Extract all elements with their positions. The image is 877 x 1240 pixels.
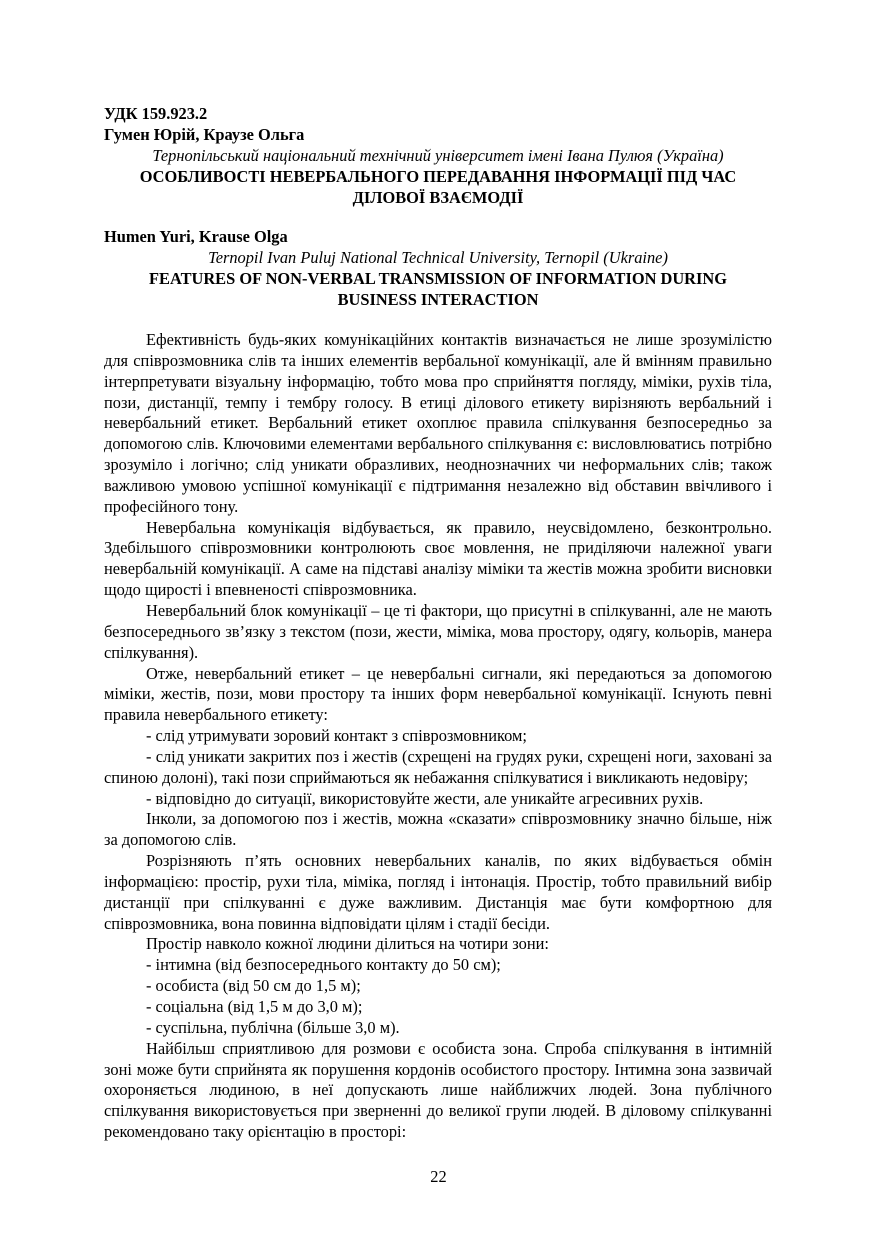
affiliation-uk: Тернопільський національний технічний університет імені Івана Пулюя (Україна) <box>152 146 724 165</box>
list-item: - інтимна (від безпосереднього контакту до 50 см); <box>146 955 501 975</box>
page-number: 22 <box>430 1167 447 1186</box>
list-item: - відповідно до ситуації, використовуйте жести, але уникайте агресивних рухів. <box>146 788 704 808</box>
list-item: - слід утримувати зоровий контакт з співрозмовником; <box>146 726 527 746</box>
authors-en: Humen Yuri, Krause Olga <box>104 227 288 246</box>
list-item: - особиста (від 50 см до 1,5 м); <box>146 976 361 996</box>
abstract-header-uk <box>104 103 772 208</box>
title-en-line-1: FEATURES OF NON-VERBAL TRANSMISSION OF INFORMATION DURING <box>149 269 727 288</box>
paragraph: Отже, невербальний етикет – це невербальні сигнали, які передаються за допомогою міміки, жестів, пози, мови простору та інших форм невербальної комунікації. Існують певні правила невербального етикету: <box>104 663 772 725</box>
paragraph: Найбільш сприятливою для розмови є особиста зона. Спроба спілкування в інтимній зоні може бути сприйнята як порушення кордонів особистого простору. Інтимна зона зазвичай охороняється людиною, в неї допускають лише найближчих людей. Зона публічного спілкування використовується при зверненні до великої групи людей. В діловому спілкуванні рекомендовано таку орієнтацію в просторі: <box>104 1038 772 1142</box>
article-page <box>104 103 772 1143</box>
paragraph: Невербальна комунікація відбувається, як правило, неусвідомлено, безконтрольно. Здебільшого співрозмовники контролюють своє мовлення, не приділяючи належної уваги невербальній комунікації. А саме на підставі аналізу міміки та жестів можна зробити висновки щодо щирості і впевненості співрозмовника. <box>104 517 772 600</box>
list-item: - слід уникати закритих поз і жестів (схрещені на грудях руки, схрещені ноги, заховані за спиною долоні), такі пози сприймаються як небажання спілкуватися і викликають недовіру; <box>104 746 772 787</box>
authors-uk: Гумен Юрій, Краузе Ольга <box>104 125 305 144</box>
abstract-header-en <box>104 226 772 310</box>
article-body <box>104 330 772 1143</box>
paragraph: Розрізняють п’ять основних невербальних каналів, по яких відбувається обмін інформацією: простір, рухи тіла, міміка, погляд і інтонація. Простір, тобто правильний вибір дистанції при спілкуванні є дуже важливим. Дистанція має бути комфортною для співрозмовника, вона повинна відповідати цілям і стадії бесіди. <box>104 851 772 933</box>
udc-code: УДК 159.923.2 <box>104 104 208 123</box>
list-item: - суспільна, публічна (більше 3,0 м). <box>146 1017 400 1037</box>
paragraph: Невербальний блок комунікації – це ті фактори, що присутні в спілкуванні, але не мають безпосереднього зв’язку з текстом (пози, жести, міміка, мова простору, одягу, кольорів, манера спілкування). <box>104 600 772 662</box>
list-item: - соціальна (від 1,5 м до 3,0 м); <box>146 997 363 1016</box>
paragraph: Ефективність будь-яких комунікаційних контактів визначається не лише зрозумілістю для співрозмовника слів та інших елементів вербальної комунікації, але й вмінням правильно інтерпретувати візуальну інформацію, тобто мова про сприйняття погляду, міміки, рухів тіла, пози, дистанції, темпу і тембру голосу. В етиці ділового етикету вирізняють вербальний і невербальний етикет. Вербальний етикет охоплює правила спілкування безпосередньо за допомогою слів. Ключовими елементами вербального спілкування є: висловлюватись потрібно зрозуміло і логічно; слід уникати образливих, неоднозначних чи неформальних слів; також важливою умовою успішної комунікації є підтримання незалежно від обставин ввічливого і професійного тону. <box>104 330 772 516</box>
title-uk-line-2: ДІЛОВОЇ ВЗАЄМОДІЇ <box>352 188 524 207</box>
paragraph: Інколи, за допомогою поз і жестів, можна «сказати» співрозмовнику значно більше, ніж за допомогою слів. <box>104 809 772 850</box>
affiliation-en: Ternopil Ivan Puluj National Technical University, Ternopil (Ukraine) <box>208 248 668 267</box>
title-en-line-2: BUSINESS INTERACTION <box>337 290 539 309</box>
title-uk-line-1: ОСОБЛИВОСТІ НЕВЕРБАЛЬНОГО ПЕРЕДАВАННЯ ІНФОРМАЦІЇ ПІД ЧАС <box>139 167 737 186</box>
paragraph: Простір навколо кожної людини ділиться на чотири зони: <box>146 934 549 954</box>
